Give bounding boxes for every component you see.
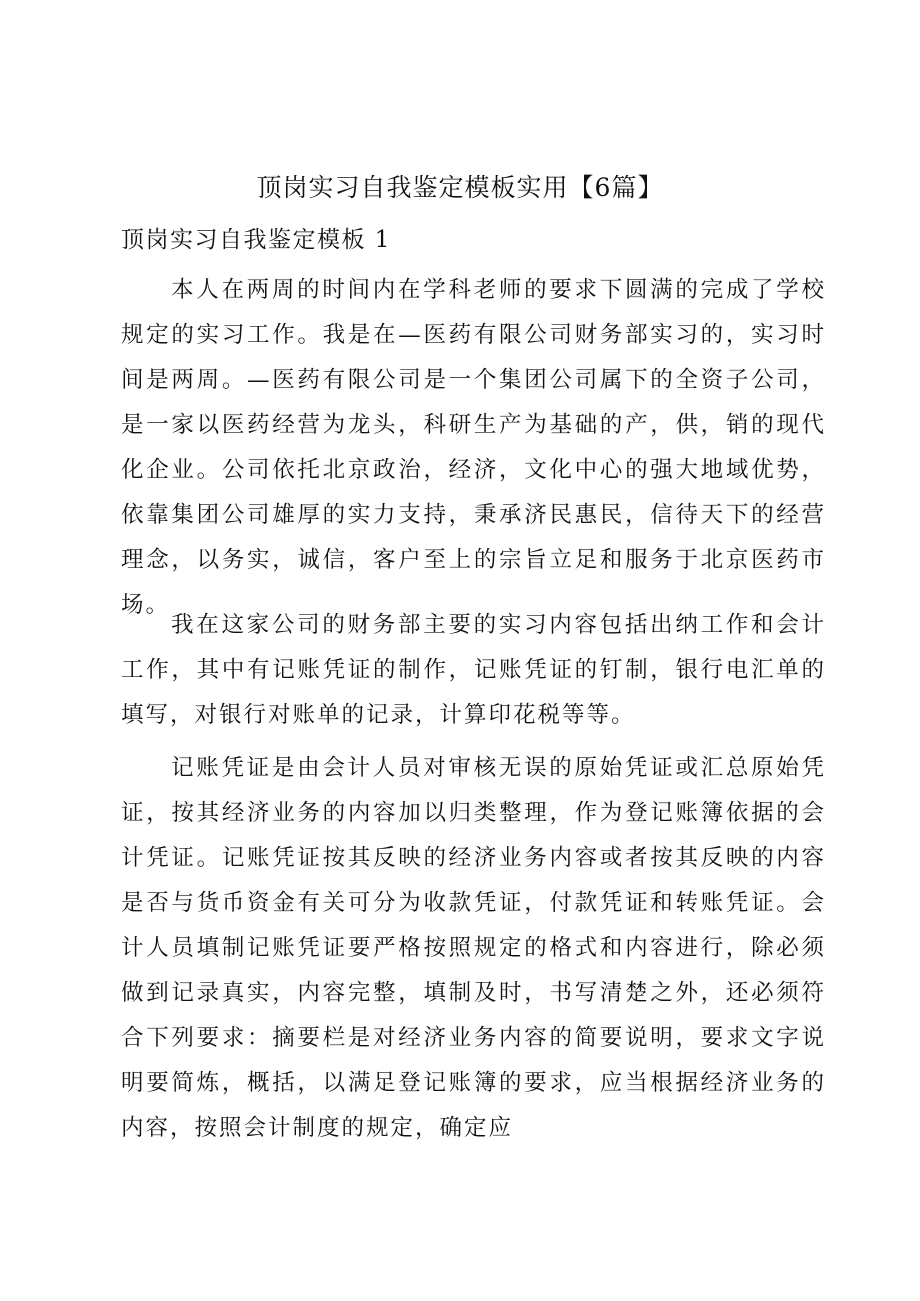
paragraph-2: 我在这家公司的财务部主要的实习内容包括出纳工作和会计工作，其中有记账凭证的制作，记账凭证的钉制，银行电汇单的填写，对银行对账单的记录，计算印花税等等。 <box>121 612 826 728</box>
document-title: 顶岗实习自我鉴定模板实用【6篇】 <box>256 173 664 202</box>
section-heading: 顶岗实习自我鉴定模板 1 <box>121 227 391 253</box>
paragraph-1: 本人在两周的时间内在学科老师的要求下圆满的完成了学校规定的实习工作。我是在—医药有限公司财务部实习的，实习时间是两周。—医药有限公司是一个集团公司属下的全资子公司，是一家以医药经营为龙头，科研生产为基础的产，供，销的现代化企业。公司依托北京政治，经济，文化中心的强大地域优势，依靠集团公司雄厚的实力支持，秉承济民惠民，信待天下的经营理念，以务实，诚信，客户至上的宗旨立足和服务于北京医药市场。 <box>121 277 826 618</box>
paragraph-3: 记账凭证是由会计人员对审核无误的原始凭证或汇总原始凭证，按其经济业务的内容加以归类整理，作为登记账簿依据的会计凭证。记账凭证按其反映的经济业务内容或者按其反映的内容是否与货币资金有关可分为收款凭证，付款凭证和转账凭证。会计人员填制记账凭证要严格按照规定的格式和内容进行，除必须做到记录真实，内容完整，填制及时，书写清楚之外，还必须符合下列要求：摘要栏是对经济业务内容的简要说明，要求文字说明要简炼，概括，以满足登记账簿的要求，应当根据经济业务的内容，按照会计制度的规定，确定应 <box>121 755 826 1141</box>
